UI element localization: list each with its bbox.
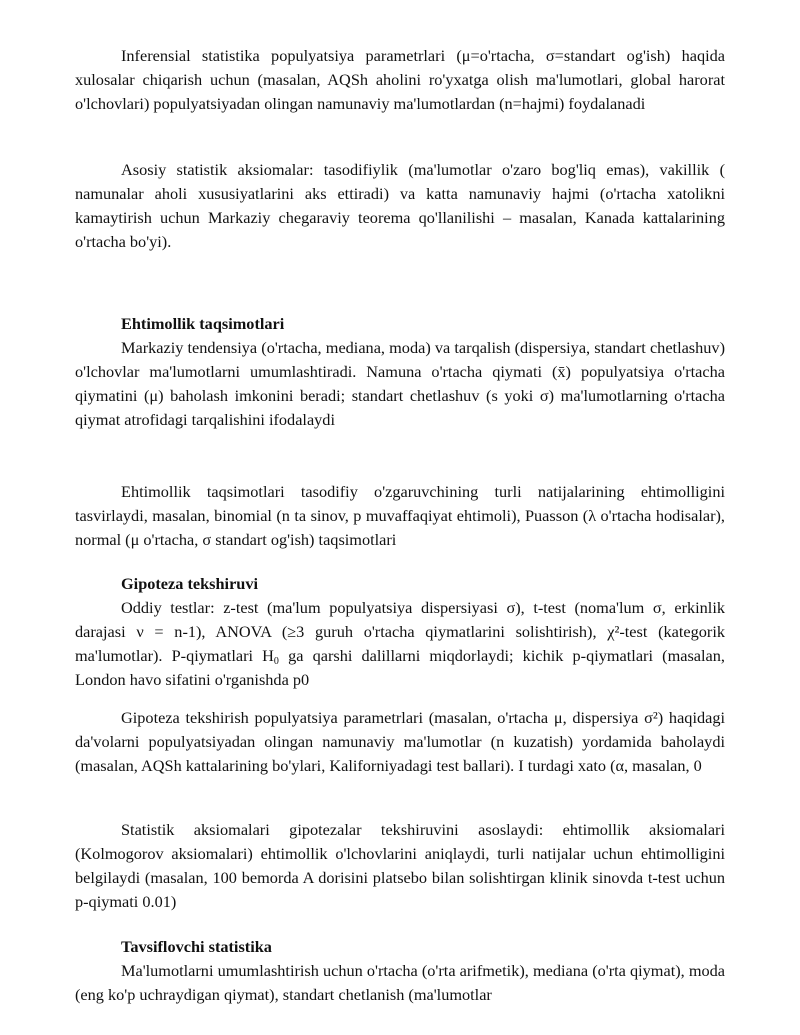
subscript: 0 <box>273 656 279 667</box>
paragraph-hypothesis-testing <box>75 706 725 778</box>
paragraph-text: Inferensial statistika populyatsiya parametrlari (μ=o'rtacha, σ=standart og'ish) haqida xulosalar chiqarish uchun (masalan, AQSh aholini ro'yxatga olish ma'lumotlari, global harorat o'lchovlari) populyatsiyadan olingan namunaviy ma'lumotlardan (n=hajmi) foydalanadi <box>75 46 725 113</box>
paragraph-text: Gipoteza tekshirish populyatsiya parametrlari (masalan, o'rtacha μ, dispersiya σ²) haqidagi da'volarni populyatsiyadan olingan namunaviy ma'lumotlar (n kuzatish) yordamida baholaydi (masalan, AQSh kattalarining bo'ylari, Kaliforniyadagi test ballari). I turdagi xato (α, masalan, 0 <box>75 708 725 775</box>
paragraph-text: Ehtimollik taqsimotlari tasodifiy o'zgaruvchining turli natijalarining ehtimolligini tasvirlaydi, masalan, binomial (n ta sinov, p muvaffaqiyat ehtimoli), Puasson (λ o'rtacha hodisalar), normal (μ o'rtacha, σ standart og'ish) taqsimotlari <box>75 482 725 549</box>
paragraph-text: Asosiy statistik aksiomalar: tasodifiylik (ma'lumotlar o'zaro bog'liq emas), vakillik ( namunalar aholi xususiyatlarini aks ettiradi) va katta namunaviy hajmi (o'rtacha xatolikni kamaytirish uchun Markaziy chegaraviy teorema qo'llanilishi – masalan, Kanada kattalarining o'rtacha bo'yi). <box>75 160 725 251</box>
paragraph-text: Ma'lumotlarni umumlashtirish uchun o'rtacha (o'rta arifmetik), mediana (o'rta qiymat), moda (eng ko'p uchraydigan qiymat), standart chetlanish (ma'lumotlar <box>75 961 725 1004</box>
section-descriptive-statistics <box>75 935 725 1007</box>
text-run: ga qarshi dalillarni miqdorlaydi; kichik p-qiymatlari (masalan, London havo sifatini o'rganishda p0 <box>75 646 725 689</box>
section-heading: Ehtimollik taqsimotlari <box>121 314 285 333</box>
section-heading: Tavsiflovchi statistika <box>121 937 272 956</box>
section-heading: Gipoteza tekshiruvi <box>121 574 259 593</box>
paragraph-probability-distributions <box>75 480 725 552</box>
paragraph-inferential-statistics <box>75 44 725 116</box>
paragraph-text: Statistik aksiomalari gipotezalar tekshiruvini asoslaydi: ehtimollik aksiomalari (Kolmogorov aksiomalari) ehtimollik o'lchovlarini aniqlaydi, turli natijalar uchun ehtimolligini belgilaydi (masalan, 100 bemorda A dorisini platsebo bilan solishtirgan klinik sinovda t-test uchun p-qiymati 0.01) <box>75 820 725 911</box>
paragraph-text <box>75 596 725 692</box>
paragraph-text: Markaziy tendensiya (o'rtacha, mediana, moda) va tarqalish (dispersiya, standart chetlashuv) o'lchovlar ma'lumotlarni umumlashtiradi. Namuna o'rtacha qiymati (x̄) populyatsiya o'rtacha qiymatini (μ) baholash imkonini beradi; standart chetlashuv (s yoki σ) ma'lumotlarning o'rtacha qiymat atrofidagi tarqalishini ifodalaydi <box>75 338 725 429</box>
paragraph-statistical-axioms <box>75 158 725 254</box>
paragraph-statistical-axioms-hypothesis <box>75 818 725 914</box>
section-probability-distributions <box>75 312 725 432</box>
text-run: Oddiy testlar: z-test (ma'lum populyatsiya dispersiyasi σ), t-test (noma'lum σ, erkinlik darajasi ν = n-1), ANOVA (≥3 guruh o'rtacha qiymatlarini solishtirish), χ²-test (kategorik ma'lumotlar). P-qiymatlari H <box>75 598 725 665</box>
section-hypothesis-testing <box>75 572 725 692</box>
